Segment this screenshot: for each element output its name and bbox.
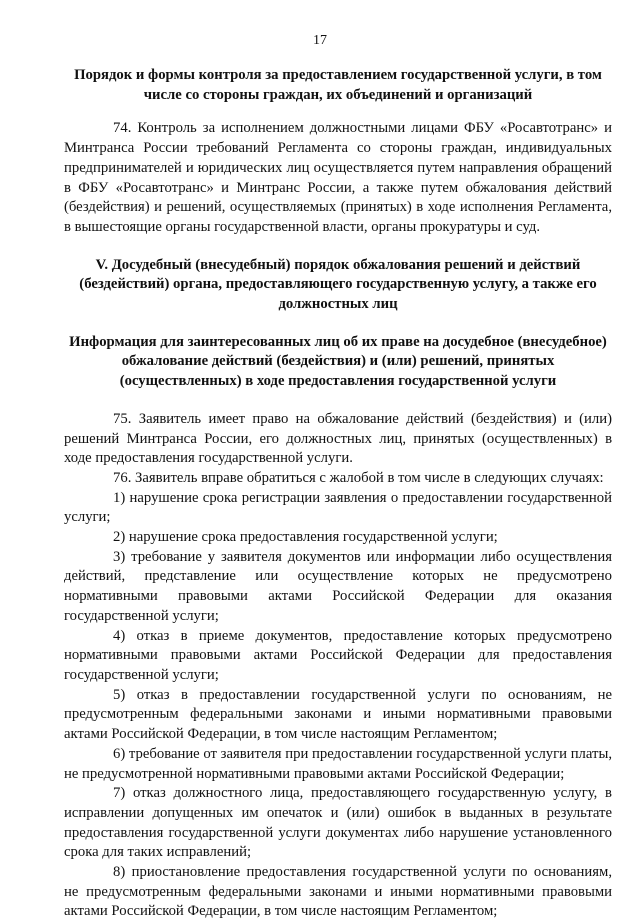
- list-item-3: 3) требование у заявителя документов или информации либо осуществления действий, представление или осуществление которых не предусмотрено нормативными правовыми актами Российской Федерации для оказания государственной услуги;: [64, 548, 612, 624]
- chapter-heading-v: V. Досудебный (внесудебный) порядок обжалования решений и действий (бездействий) органа, предоставляющего государственную услугу, а также его должностных лиц: [79, 256, 597, 313]
- list-item-5: 5) отказ в предоставлении государственной услуги по основаниям, не предусмотренным федеральными законами и иными нормативными правовыми актами Российской Федерации, в том числе настоящим Регламентом;: [64, 686, 612, 743]
- section-heading-control: Порядок и формы контроля за предоставлением государственной услуги, в том числе со стороны граждан, их объединений и организаций: [74, 67, 602, 103]
- list-item-2: 2) нарушение срока предоставления государственной услуги;: [113, 529, 498, 546]
- paragraph-75: 75. Заявитель имеет право на обжалование действий (бездействия) и (или) решений Минтранса России, его должностных лиц, принятых (осуществленных) в ходе предоставления государственной услуги.: [64, 410, 612, 467]
- list-item-8: 8) приостановление предоставления государственной услуги по основаниям, не предусмотренным федеральными законами и иными нормативными правовыми актами Российской Федерации, в том числе настоящим Регламентом;: [64, 864, 612, 920]
- section-heading-appeal-info: Информация для заинтересованных лиц об их праве на досудебное (внесудебное) обжалование действий (бездействия) и (или) решений, принятых (осуществленных) в ходе предоставления государственной услуги: [69, 333, 607, 390]
- paragraph-74: 74. Контроль за исполнением должностными лицами ФБУ «Росавтотранс» и Минтранса России требований Регламента со стороны граждан, индивидуальных предпринимателей и юридических лиц осуществляется путем направления обращений в ФБУ «Росавтотранс» и Минтранс России, а также путем обжалования действий (бездействия) и решений, осуществляемых (принятых) в ходе исполнения Регламента, в вышестоящие органы государственной власти, органы прокуратуры и суд.: [64, 120, 612, 235]
- list-item-1: 1) нарушение срока регистрации заявления о предоставлении государственной услуги;: [64, 489, 612, 526]
- paragraph-76: 76. Заявитель вправе обратиться с жалобой в том числе в следующих случаях:: [113, 469, 604, 486]
- page-number: 17: [313, 33, 327, 48]
- list-item-4: 4) отказ в приеме документов, предоставление которых предусмотрено нормативными правовыми актами Российской Федерации для предоставления государственной услуги;: [64, 627, 612, 683]
- page-content: [64, 66, 612, 922]
- list-item-6: 6) требование от заявителя при предоставлении государственной услуги платы, не предусмотренной нормативными правовыми актами Российской Федерации;: [64, 745, 612, 782]
- list-item-7: 7) отказ должностного лица, предоставляющего государственную услугу, в исправлении допущенных им опечаток и (или) ошибок в выданных в результате предоставления государственной услуги документах либо нарушение установленного срока для таких исправлений;: [64, 785, 612, 861]
